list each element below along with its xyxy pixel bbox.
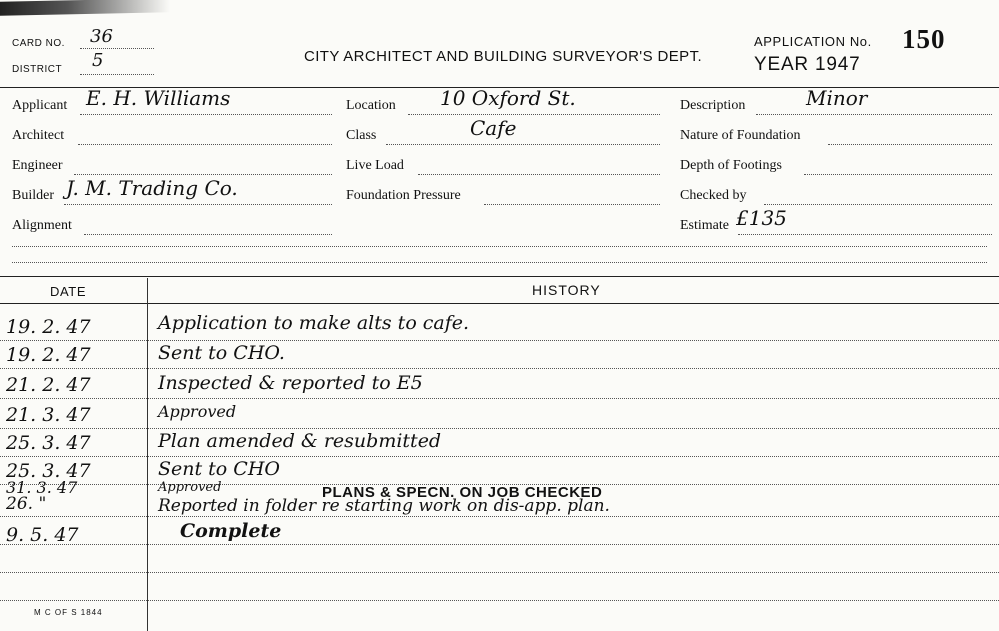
history-line-2 <box>0 368 999 369</box>
department-title: CITY ARCHITECT AND BUILDING SURVEYOR'S DEPT. <box>304 48 703 65</box>
applicant-label: Applicant <box>12 98 68 113</box>
application-label: APPLICATION No. <box>754 34 872 49</box>
class-line <box>386 144 660 145</box>
district-label: DISTRICT <box>12 64 63 75</box>
history-line-8 <box>0 544 999 545</box>
depth-of-footings-label: Depth of Footings <box>680 158 782 173</box>
alignment-line <box>84 234 332 235</box>
year-label: YEAR 1947 <box>754 54 861 75</box>
foundation-pressure-label: Foundation Pressure <box>346 188 461 203</box>
description-line <box>756 114 992 115</box>
date-column-divider <box>147 278 148 631</box>
history-line-1 <box>0 340 999 341</box>
blank-line-1 <box>12 246 987 247</box>
class-label: Class <box>346 128 377 143</box>
applicant-value: E. H. Williams <box>86 86 231 110</box>
checked-by-line <box>764 204 992 205</box>
history-date: 25. 3. 47 <box>6 460 91 482</box>
history-date: 25. 3. 47 <box>6 432 91 454</box>
history-entry: Application to make alts to cafe. <box>158 312 470 334</box>
blank-line-2 <box>12 262 987 263</box>
architect-label: Architect <box>12 128 65 143</box>
card-no-value: 36 <box>90 26 113 47</box>
history-entry: Complete <box>180 520 282 542</box>
location-line <box>408 114 660 115</box>
card-no-line <box>80 48 154 49</box>
card-no-label: CARD NO. <box>12 38 65 49</box>
history-date: 21. 2. 47 <box>6 374 91 396</box>
history-line-4 <box>0 428 999 429</box>
alignment-label: Alignment <box>12 218 72 233</box>
nature-of-foundation-label: Nature of Foundation <box>680 128 801 143</box>
history-entry: Plan amended & resubmitted <box>158 430 442 452</box>
history-date: 19. 2. 47 <box>6 344 91 366</box>
depth-of-footings-line <box>804 174 992 175</box>
history-line-3 <box>0 398 999 399</box>
engineer-label: Engineer <box>12 158 63 173</box>
engineer-line <box>74 174 332 175</box>
history-entry: Approved <box>158 402 237 421</box>
builder-label: Builder <box>12 188 54 203</box>
class-value: Cafe <box>470 116 517 140</box>
builder-line <box>64 204 332 205</box>
district-value: 5 <box>92 50 104 71</box>
form-code: M C OF S 1844 <box>34 608 103 617</box>
live-load-label: Live Load <box>346 158 404 173</box>
history-entry: Inspected & reported to E5 <box>158 372 423 394</box>
history-date: 9. 5. 47 <box>6 524 79 546</box>
history-date: 19. 2. 47 <box>6 316 91 338</box>
checked-by-label: Checked by <box>680 188 747 203</box>
estimate-line <box>738 234 992 235</box>
history-column-header: HISTORY <box>532 282 601 298</box>
history-header-border <box>0 303 999 304</box>
live-load-line <box>418 174 660 175</box>
nature-of-foundation-line <box>828 144 992 145</box>
date-column-header: DATE <box>50 284 87 299</box>
district-line <box>80 74 154 75</box>
history-line-5 <box>0 456 999 457</box>
history-entry: Reported in folder re starting work on dis-app. plan. <box>158 496 610 516</box>
scan-edge-shadow <box>0 0 170 16</box>
checked-stamp: PLANS & SPECN. ON JOB CHECKED <box>322 484 603 501</box>
application-number: 150 <box>902 24 946 54</box>
applicant-line <box>80 114 332 115</box>
history-entry: Sent to CHO. <box>158 342 285 364</box>
description-label: Description <box>680 98 746 113</box>
history-line-7 <box>0 516 999 517</box>
estimate-value: £135 <box>736 206 787 230</box>
location-label: Location <box>346 98 396 113</box>
location-value: 10 Oxford St. <box>440 86 576 110</box>
estimate-label: Estimate <box>680 218 729 233</box>
history-top-border <box>0 276 999 277</box>
architect-line <box>78 144 332 145</box>
history-date: 21. 3. 47 <box>6 404 91 426</box>
history-line-9 <box>0 572 999 573</box>
history-entry: Approved <box>158 480 222 495</box>
history-date: 31. 3. 47 <box>6 478 78 497</box>
history-entry: Sent to CHO <box>158 458 280 480</box>
history-line-10 <box>0 600 999 601</box>
builder-value: J. M. Trading Co. <box>66 176 238 200</box>
foundation-pressure-line <box>484 204 660 205</box>
description-value: Minor <box>806 86 868 110</box>
history-date: 26. " <box>6 494 47 514</box>
